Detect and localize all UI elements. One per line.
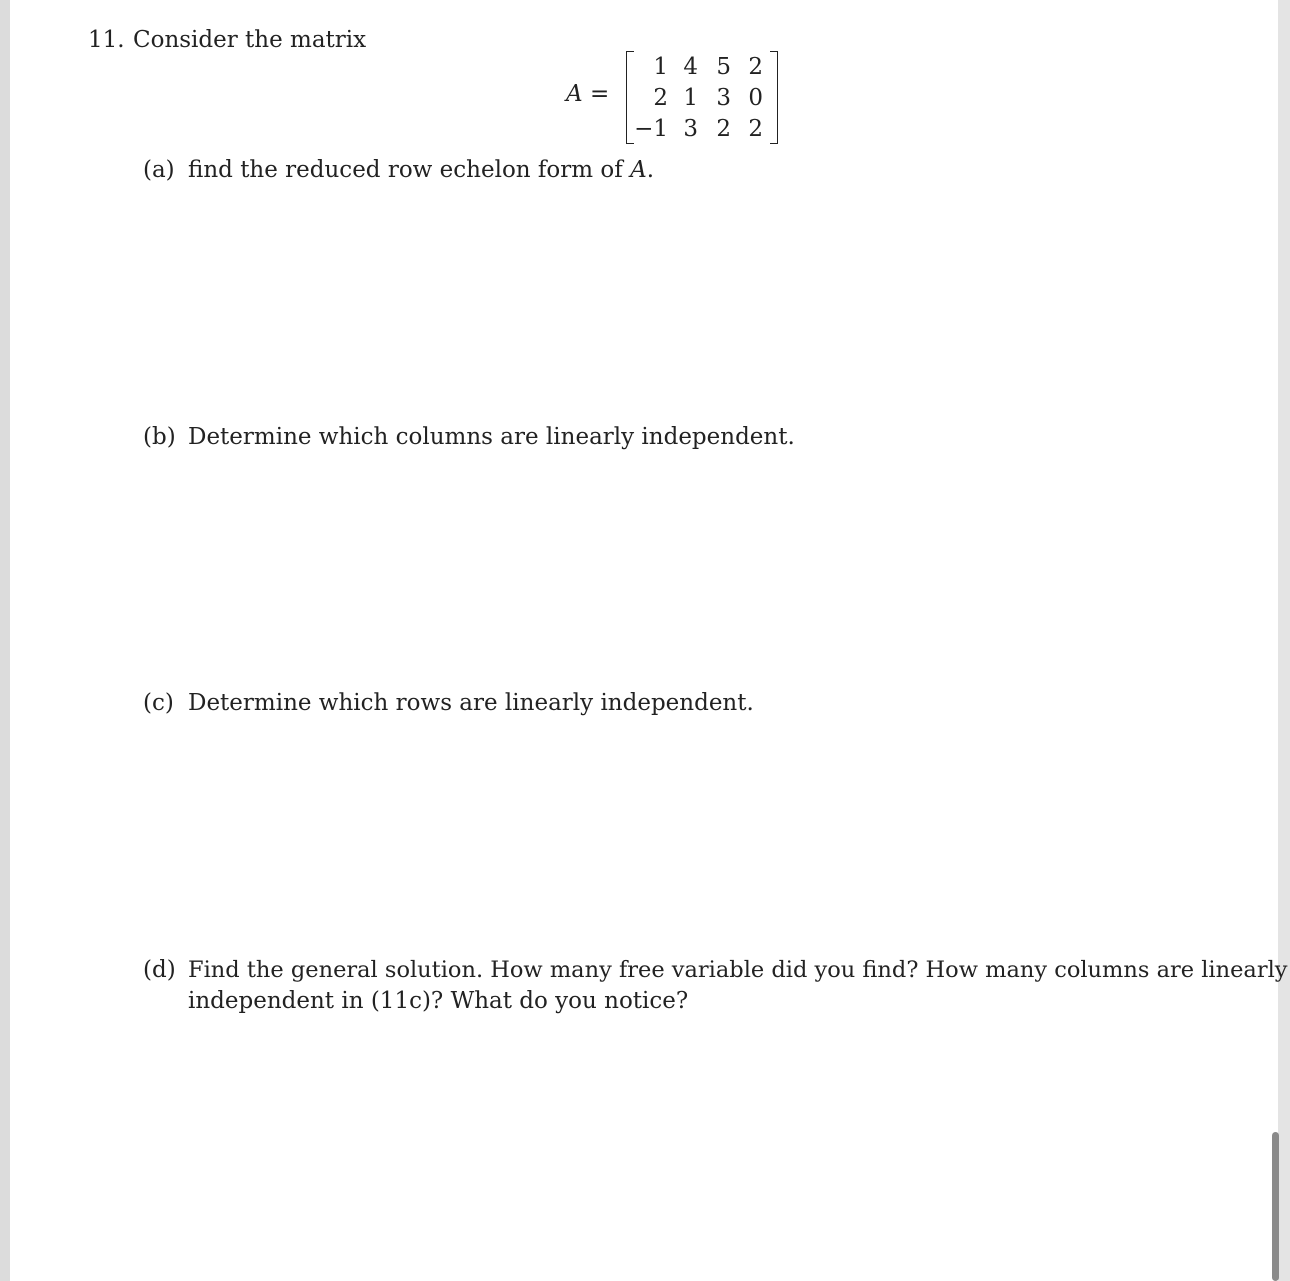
matrix-cell: 2 xyxy=(716,116,731,142)
scrollbar-thumb[interactable] xyxy=(1272,1132,1279,1281)
matrix-cell: 5 xyxy=(716,54,731,80)
part-d-line2: independent in (11c)? What do you notice? xyxy=(188,988,689,1014)
matrix-equation xyxy=(560,46,790,146)
matrix-cell: 4 xyxy=(683,54,698,80)
part-d-line1: Find the general solution. How many free variable did you find? How many columns are linearly xyxy=(188,957,1288,983)
matrix-label: A = xyxy=(566,81,610,107)
matrix-a xyxy=(626,51,778,144)
matrix-cell: 3 xyxy=(716,85,731,111)
matrix-cell: 2 xyxy=(748,116,763,142)
matrix-cell: 0 xyxy=(748,85,763,111)
matrix-cell: 2 xyxy=(748,54,763,80)
problem-intro: Consider the matrix xyxy=(133,27,367,53)
scroll-track[interactable] xyxy=(1278,0,1290,1281)
matrix-cell: 2 xyxy=(653,85,668,111)
document-page xyxy=(10,0,1278,1281)
part-c-text: Determine which rows are linearly independent. xyxy=(188,690,754,716)
problem-number: 11. xyxy=(88,27,125,53)
part-a-label: (a) xyxy=(143,157,175,183)
part-c-label: (c) xyxy=(143,690,174,716)
matrix-cell: 1 xyxy=(653,54,668,80)
matrix-cell: 3 xyxy=(683,116,698,142)
part-d-label: (d) xyxy=(143,957,176,983)
matrix-cell: 1 xyxy=(683,85,698,111)
part-b-text: Determine which columns are linearly independent. xyxy=(188,424,795,450)
matrix-cell: −1 xyxy=(634,116,668,142)
part-a-text: find the reduced row echelon form of A. xyxy=(188,157,655,183)
right-bracket xyxy=(770,51,778,144)
part-b-label: (b) xyxy=(143,424,176,450)
